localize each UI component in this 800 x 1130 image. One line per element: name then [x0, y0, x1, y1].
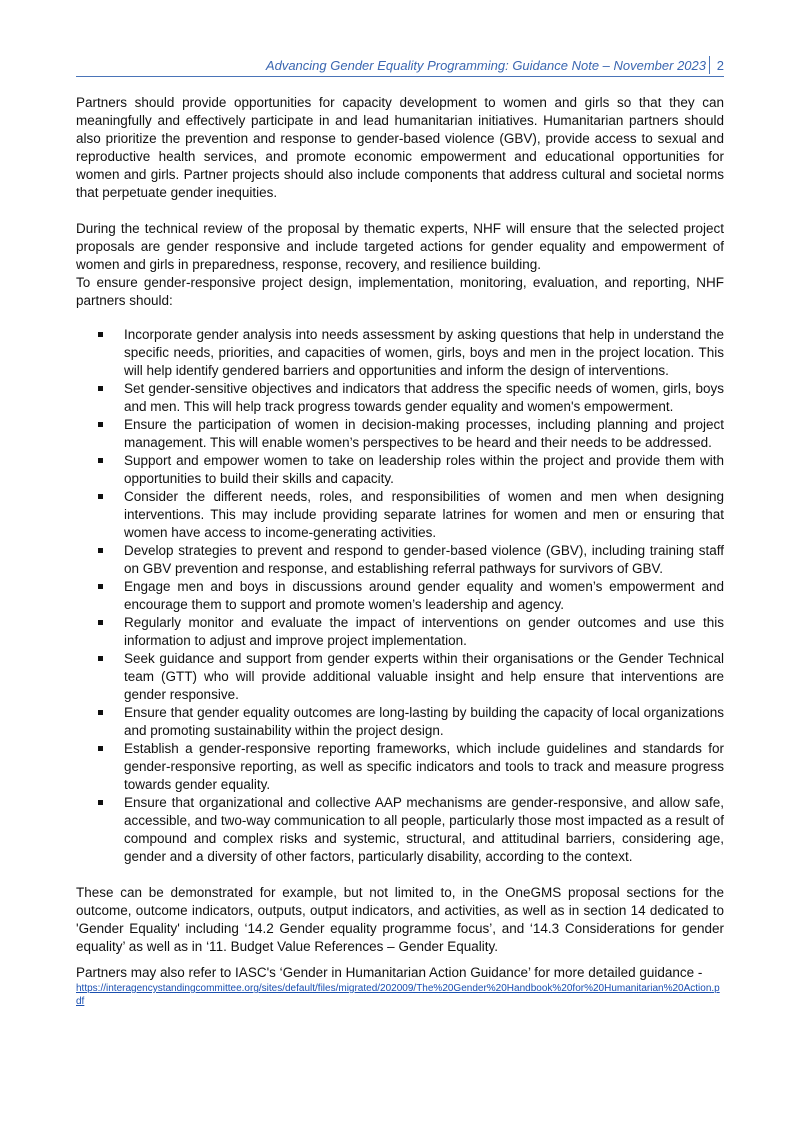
- square-bullet-icon: [98, 386, 103, 391]
- list-item: Set gender-sensitive objectives and indicators that address the specific needs of women, girls, boys and men. This will help track progress towards gender equality and women's empowerment.: [76, 380, 724, 416]
- iasc-guidance-link[interactable]: https://interagencystandingcommittee.org/sites/default/files/migrated/202009/The%20Gender%20Handbook%20for%20Humanitarian%20Action.pdf: [76, 983, 720, 1007]
- square-bullet-icon: [98, 746, 103, 751]
- square-bullet-icon: [98, 548, 103, 553]
- square-bullet-icon: [98, 620, 103, 625]
- list-item: Ensure that organizational and collective AAP mechanisms are gender-responsive, and allow safe, accessible, and two-way communication to all people, particularly those most impacted as a result of compound and complex risks and systemic, structural, and attitudinal barriers, considering age, gender and a diversity of other factors, particularly disability, according to the context.: [76, 794, 724, 866]
- list-item: Ensure the participation of women in decision-making processes, including planning and project management. This will enable women’s perspectives to be heard and their needs to be addressed.: [76, 416, 724, 452]
- guidance-bullet-list: [76, 326, 724, 866]
- list-item: Incorporate gender analysis into needs assessment by asking questions that help in understand the specific needs, priorities, and capacities of women, girls, boys and men in the project location. This will help identify gendered barriers and opportunities and inform the design of interventions.: [76, 326, 724, 380]
- list-item: Develop strategies to prevent and respond to gender-based violence (GBV), including training staff on GBV prevention and response, and establishing referral pathways for survivors of GBV.: [76, 542, 724, 578]
- paragraph-onegms-sections: These can be demonstrated for example, but not limited to, in the OneGMS proposal sections for the outcome, outcome indicators, outputs, output indicators, and activities, as well as in section 14 dedicated to 'Gender Equality' including ‘14.2 Gender equality programme focus’, and ‘14.3 Considerations for gender equality’ as well as in ‘11. Budget Value References – Gender Equality.: [76, 885, 724, 954]
- paragraph-iasc-reference: Partners may also refer to IASC's ‘Gender in Humanitarian Action Guidance’ for more detailed guidance -: [76, 965, 703, 980]
- paragraph-technical-review: During the technical review of the proposal by thematic experts, NHF will ensure that the selected project proposals are gender responsive and include targeted actions for gender equality and empowerment of women and girls in preparedness, response, recovery, and resilience building.: [76, 221, 724, 272]
- document-body: [76, 94, 724, 1008]
- list-item: Seek guidance and support from gender experts within their organisations or the Gender Technical team (GTT) who will provide additional valuable insight and help ensure that interventions are gender responsive.: [76, 650, 724, 704]
- paragraph-partners-should: To ensure gender-responsive project design, implementation, monitoring, evaluation, and reporting, NHF partners should:: [76, 275, 724, 308]
- square-bullet-icon: [98, 800, 103, 805]
- list-item: Engage men and boys in discussions around gender equality and women’s empowerment and encourage them to support and promote women’s leadership and agency.: [76, 578, 724, 614]
- list-item: Consider the different needs, roles, and responsibilities of women and men when designing interventions. This may include providing separate latrines for women and men or ensuring that women have access to income-generating activities.: [76, 488, 724, 542]
- header-divider: [709, 56, 710, 74]
- page-number: 2: [716, 58, 724, 73]
- list-item: Establish a gender-responsive reporting frameworks, which include guidelines and standards for gender-responsive reporting, as well as specific indicators and tools to track and measure progress towards gender equality.: [76, 740, 724, 794]
- page-header: [76, 56, 724, 77]
- paragraph-capacity-development: Partners should provide opportunities for capacity development to women and girls so that they can meaningfully and effectively participate in and lead humanitarian initiatives. Humanitarian partners should also prioritize the prevention and response to gender-based violence (GBV), provide access to sexual and reproductive health services, and promote economic empowerment and educational opportunities for women and girls. Partner projects should also include components that address cultural and societal norms that perpetuate gender inequities.: [76, 95, 724, 200]
- square-bullet-icon: [98, 656, 103, 661]
- list-item: Support and empower women to take on leadership roles within the project and provide them with opportunities to build their skills and capacity.: [76, 452, 724, 488]
- square-bullet-icon: [98, 422, 103, 427]
- list-item: Regularly monitor and evaluate the impact of interventions on gender outcomes and use this information to adjust and improve project implementation.: [76, 614, 724, 650]
- square-bullet-icon: [98, 494, 103, 499]
- square-bullet-icon: [98, 584, 103, 589]
- square-bullet-icon: [98, 710, 103, 715]
- list-item: Ensure that gender equality outcomes are long-lasting by building the capacity of local organizations and promoting sustainability within the project design.: [76, 704, 724, 740]
- square-bullet-icon: [98, 332, 103, 337]
- square-bullet-icon: [98, 458, 103, 463]
- document-title: Advancing Gender Equality Programming: Guidance Note – November 2023: [265, 58, 706, 73]
